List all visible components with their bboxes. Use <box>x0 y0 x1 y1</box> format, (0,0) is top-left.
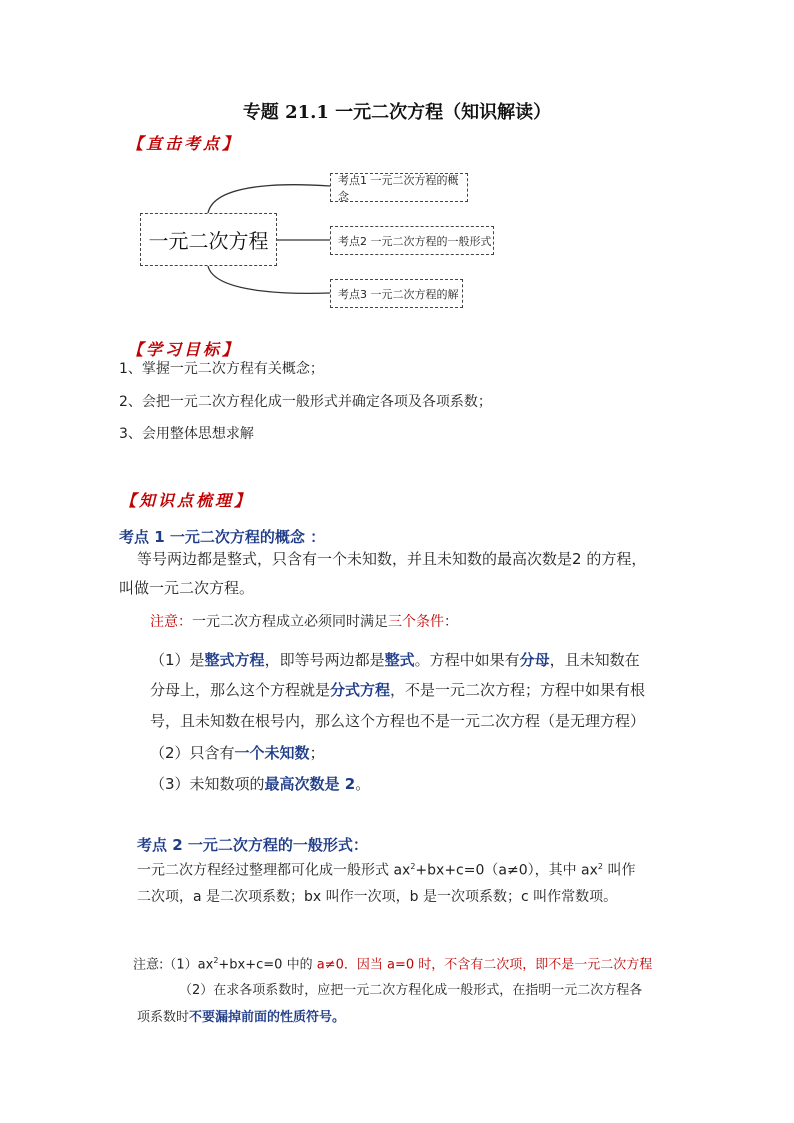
c3-c: 。 <box>355 775 371 793</box>
kp2-form-line2: 二次项，a 是二次项系数；bx 叫作一次项，b 是一次项系数；c 叫作常数项。 <box>137 889 618 905</box>
c1-b: 整式方程 <box>204 651 265 669</box>
kp2-form-line1 <box>137 857 635 881</box>
note-text: 一元二次方程成立必须同时满足 <box>192 614 388 630</box>
c1-l2c: ，不是一元二次方程；方程中如果有根 <box>390 681 646 699</box>
note-end: ： <box>444 614 458 630</box>
kp1-cond1-line2 <box>150 680 645 700</box>
kp2-note2: （2）在求各项系数时，应把一元二次方程化成一般形式，在指明一元二次方程各 <box>179 983 643 998</box>
form-a: 一元二次方程经过整理都可化成一般形式 ax <box>137 862 411 879</box>
c2-b: 一个未知数 <box>234 744 310 762</box>
kp1-cond3 <box>150 774 370 794</box>
goal-item-3: 3、会用整体思想求解 <box>119 426 254 442</box>
note-label: 注意： <box>150 614 192 630</box>
form-c: +bx+c=0（a≠0），其中 ax <box>415 862 598 879</box>
c1-e: 。方程中如果有 <box>414 651 520 669</box>
c1-f: 分母 <box>519 651 550 669</box>
kp2-note3 <box>137 1008 345 1028</box>
kp1-def-line2: 叫做一元二次方程。 <box>119 579 255 597</box>
c3-b: 最高次数是 2 <box>264 775 356 793</box>
mindmap-node-1: 考点1 一元二次方程的概念 <box>330 173 468 202</box>
kp2-heading: 考点 2 一元二次方程的一般形式： <box>137 836 368 854</box>
section-direct-points: 【直击考点】 <box>127 134 242 153</box>
kp2-note1 <box>133 951 652 975</box>
c2-c: ； <box>309 744 325 762</box>
kp1-cond1-line3: 号，且未知数在根号内，那么这个方程也不是一元二次方程（是无理方程） <box>150 712 646 730</box>
kp1-note <box>150 612 458 632</box>
kp1-cond2 <box>150 743 325 763</box>
n3-a: 项系数时 <box>137 1010 190 1025</box>
c1-l2a: 分母上，那么这个方程就是 <box>150 681 331 699</box>
n1-c: +bx+c=0 中的 <box>218 957 317 973</box>
n3-b: 不要漏掉前面的性质符号。 <box>189 1010 346 1025</box>
c2-a: （2）只含有 <box>150 744 235 762</box>
kp1-heading: 考点 1 一元二次方程的概念 ： <box>119 528 326 546</box>
kp1-def-line1: 等号两边都是整式，只含有一个未知数，并且未知数的最高次数是2 的方程， <box>137 550 647 568</box>
form-sup2: 2 <box>597 862 604 871</box>
section-knowledge: 【知识点梳理】 <box>120 491 254 510</box>
n1-sup: 2 <box>213 956 219 965</box>
c1-l2b: 分式方程 <box>330 681 391 699</box>
c3-a: （3）未知数项的 <box>150 775 265 793</box>
mindmap-node-2: 考点2 一元二次方程的一般形式 <box>330 226 494 255</box>
form-e: 叫作 <box>603 862 636 879</box>
n1-d: a≠0．因当 a=0 时，不含有二次项，即不是一元二次方程 <box>316 957 653 973</box>
mindmap-center-node: 一元二次方程 <box>140 213 277 266</box>
note-highlight: 三个条件 <box>388 614 444 630</box>
section-learning-goals: 【学习目标】 <box>127 340 242 359</box>
n1-a: 注意:（1）ax <box>133 957 214 973</box>
mindmap-node-3: 考点3 一元二次方程的解 <box>330 279 463 308</box>
c1-g: ，且未知数在 <box>549 651 640 669</box>
c1-a: （1）是 <box>150 651 205 669</box>
kp1-cond1-line1 <box>150 650 640 670</box>
page-title: 专题 21.1 一元二次方程（知识解读） <box>242 102 552 123</box>
form-sup1: 2 <box>410 862 416 871</box>
goal-item-1: 1、掌握一元二次方程有关概念； <box>119 361 324 377</box>
c1-c: ，即等号两边都是 <box>264 651 385 669</box>
c1-d: 整式 <box>384 651 415 669</box>
goal-item-2: 2、会把一元二次方程化成一般形式并确定各项及各项系数； <box>119 394 492 410</box>
